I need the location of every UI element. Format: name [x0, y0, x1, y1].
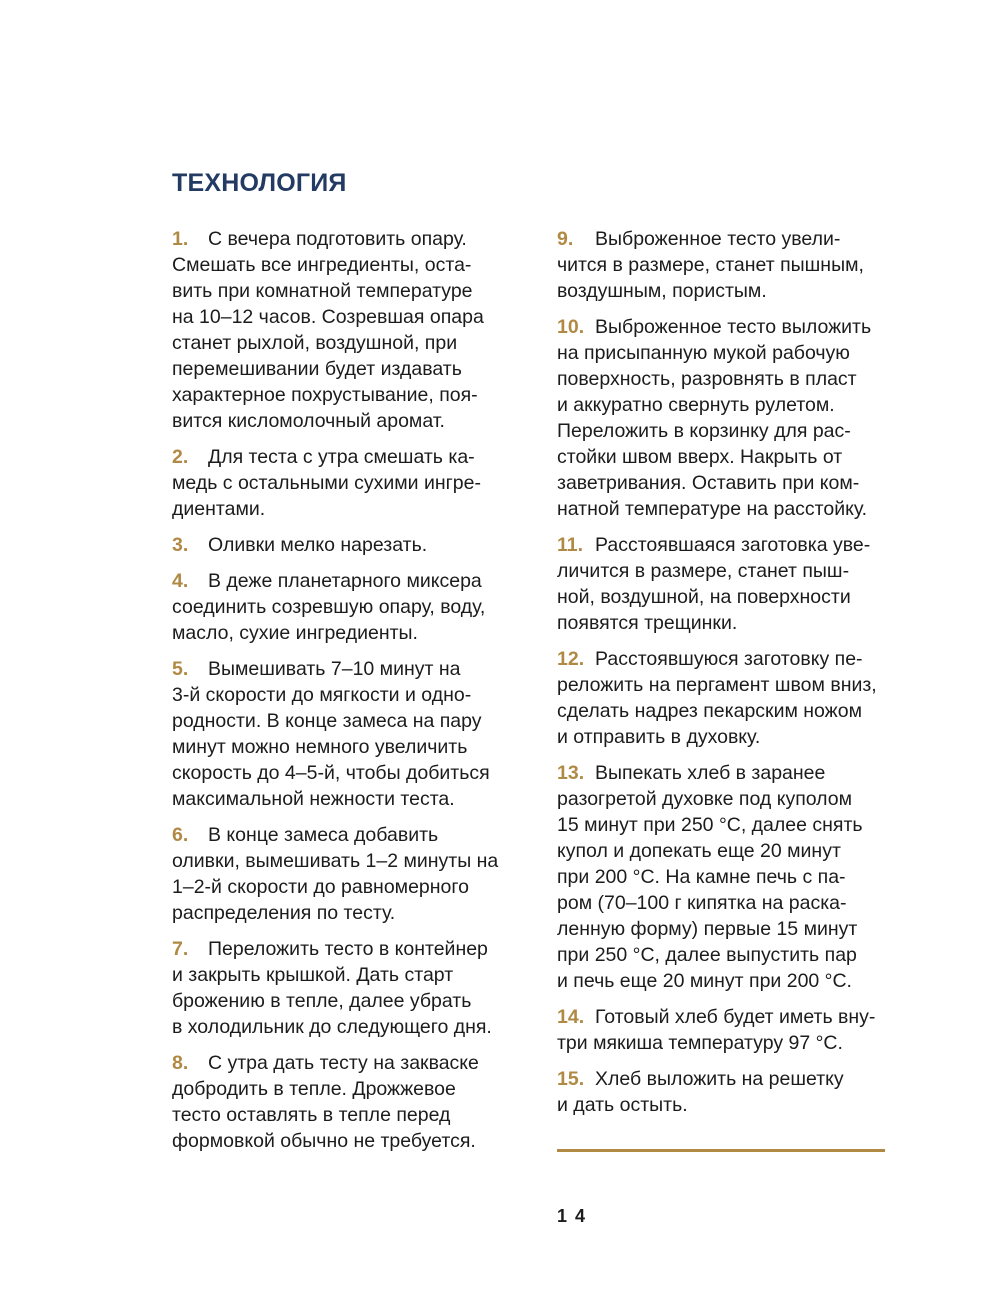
step-text: личится в размере, станет пыш-	[557, 560, 850, 582]
step-text: на 10–12 часов. Созревшая опара	[172, 306, 484, 328]
step-line	[172, 848, 517, 874]
step-text: станет рыхлой, воздушной, при	[172, 332, 458, 354]
step-line	[557, 942, 902, 968]
step-line	[557, 864, 902, 890]
step-item	[557, 1004, 902, 1056]
step-line	[557, 1066, 902, 1092]
step-text: медь с остальными сухими ингре-	[172, 472, 481, 494]
step-line	[172, 822, 517, 848]
step-text: Выпекать хлеб в заранее	[595, 762, 826, 784]
step-text: ленную форму) первые 15 минут	[557, 918, 858, 940]
step-line	[557, 1004, 902, 1030]
step-item	[172, 936, 517, 1040]
step-text: скорость до 4–5-й, чтобы добиться	[172, 762, 490, 784]
step-line	[172, 734, 517, 760]
step-number: 15.	[557, 1068, 585, 1090]
step-line	[172, 760, 517, 786]
step-line	[172, 962, 517, 988]
step-text: 3-й скорости до мягкости и одно-	[172, 684, 472, 706]
step-line	[172, 988, 517, 1014]
step-line	[172, 682, 517, 708]
step-text: в холодильник до следующего дня.	[172, 1016, 492, 1038]
step-number: 13.	[557, 762, 585, 784]
step-text: ной, воздушной, на поверхности	[557, 586, 851, 608]
step-text: на присыпанную мукой рабочую	[557, 342, 850, 364]
step-line	[557, 968, 902, 994]
step-line	[557, 812, 902, 838]
step-line	[557, 760, 902, 786]
step-text: формовкой обычно не требуется.	[172, 1130, 476, 1152]
step-text: В конце замеса добавить	[208, 824, 439, 846]
step-number: 6.	[172, 824, 189, 846]
step-text: оливки, вымешивать 1–2 минуты на	[172, 850, 499, 872]
step-number: 9.	[557, 228, 574, 250]
step-line	[172, 900, 517, 926]
section-divider	[557, 1149, 885, 1152]
step-text: Готовый хлеб будет иметь вну-	[595, 1006, 876, 1028]
step-line	[557, 314, 902, 340]
step-line	[557, 496, 902, 522]
step-line	[557, 558, 902, 584]
step-line	[172, 226, 517, 252]
step-text: соединить созревшую опару, воду,	[172, 596, 486, 618]
step-text: вить при комнатной температуре	[172, 280, 473, 302]
step-text: масло, сухие ингредиенты.	[172, 622, 418, 644]
step-line	[557, 366, 902, 392]
step-line	[172, 1076, 517, 1102]
step-line	[557, 672, 902, 698]
step-line	[557, 1092, 902, 1118]
step-line	[172, 408, 517, 434]
step-text: и печь еще 20 минут при 200 °С.	[557, 970, 852, 992]
step-text: воздушным, пористым.	[557, 280, 767, 302]
step-number: 5.	[172, 658, 189, 680]
step-text: Смешать все ингредиенты, оста-	[172, 254, 472, 276]
step-line	[557, 470, 902, 496]
step-line	[172, 874, 517, 900]
step-text: появятся трещинки.	[557, 612, 738, 634]
step-text: Расстоявшаяся заготовка уве-	[595, 534, 871, 556]
step-text: и отправить в духовку.	[557, 726, 761, 748]
step-line	[557, 1030, 902, 1056]
step-line	[557, 786, 902, 812]
step-number: 8.	[172, 1052, 189, 1074]
step-text: и аккуратно свернуть рулетом.	[557, 394, 835, 416]
step-text: тесто оставлять в тепле перед	[172, 1104, 451, 1126]
step-text: диентами.	[172, 498, 266, 520]
step-line	[557, 278, 902, 304]
step-line	[172, 496, 517, 522]
step-number: 10.	[557, 316, 585, 338]
step-line	[172, 252, 517, 278]
step-line	[172, 656, 517, 682]
step-line	[557, 252, 902, 278]
step-line	[172, 532, 517, 558]
step-item	[172, 532, 517, 558]
step-line	[557, 444, 902, 470]
step-text: В деже планетарного миксера	[208, 570, 482, 592]
step-number: 7.	[172, 938, 189, 960]
step-line	[557, 392, 902, 418]
step-line	[172, 470, 517, 496]
step-line	[172, 1050, 517, 1076]
step-text: реложить на пергамент швом вниз,	[557, 674, 877, 696]
step-line	[172, 356, 517, 382]
step-text: чится в размере, станет пышным,	[557, 254, 864, 276]
step-text: Переложить в корзинку для рас-	[557, 420, 851, 442]
step-line	[172, 708, 517, 734]
step-text: Расстоявшуюся заготовку пе-	[595, 648, 863, 670]
step-text: перемешивании будет издавать	[172, 358, 462, 380]
step-line	[557, 698, 902, 724]
step-number: 1.	[172, 228, 189, 250]
step-number: 3.	[172, 534, 189, 556]
step-line	[557, 532, 902, 558]
step-line	[172, 1102, 517, 1128]
section-title: ТЕХНОЛОГИЯ	[172, 169, 347, 197]
step-text: Переложить тесто в контейнер	[208, 938, 488, 960]
step-item	[172, 226, 517, 434]
step-item	[557, 646, 902, 750]
step-text: Хлеб выложить на решетку	[595, 1068, 844, 1090]
step-text: 1–2-й скорости до равномерного	[172, 876, 469, 898]
step-text: характерное похрустывание, поя-	[172, 384, 478, 406]
step-item	[557, 532, 902, 636]
step-number: 4.	[172, 570, 189, 592]
step-line	[172, 330, 517, 356]
step-text: натной температуре на расстойку.	[557, 498, 868, 520]
step-line	[557, 916, 902, 942]
step-text: три мякиша температуру 97 °С.	[557, 1032, 843, 1054]
step-text: распределения по тесту.	[172, 902, 396, 924]
step-line	[172, 936, 517, 962]
step-text: Для теста с утра смешать ка-	[208, 446, 475, 468]
step-text: сделать надрез пекарским ножом	[557, 700, 862, 722]
step-text: при 200 °С. На камне печь с па-	[557, 866, 846, 888]
step-number: 14.	[557, 1006, 585, 1028]
step-text: разогретой духовке под куполом	[557, 788, 853, 810]
steps-column-right	[557, 226, 902, 1128]
step-line	[557, 646, 902, 672]
step-line	[172, 382, 517, 408]
step-item	[557, 314, 902, 522]
step-item	[172, 656, 517, 812]
step-line	[172, 278, 517, 304]
step-text: при 250 °С, далее выпустить пар	[557, 944, 857, 966]
step-text: Оливки мелко нарезать.	[208, 534, 428, 556]
step-text: вится кисломолочный аромат.	[172, 410, 445, 432]
step-text: поверхность, разровнять в пласт	[557, 368, 857, 390]
step-line	[172, 594, 517, 620]
step-text: стойки швом вверх. Накрыть от	[557, 446, 843, 468]
step-item	[172, 822, 517, 926]
step-line	[557, 610, 902, 636]
step-text: купол и допекать еще 20 минут	[557, 840, 841, 862]
step-text: родности. В конце замеса на пару	[172, 710, 482, 732]
page-number: 14	[557, 1206, 594, 1226]
step-item	[557, 1066, 902, 1118]
step-item	[172, 1050, 517, 1154]
step-line	[557, 584, 902, 610]
step-text: минут можно немного увеличить	[172, 736, 468, 758]
step-line	[172, 786, 517, 812]
step-item	[172, 444, 517, 522]
step-text: и закрыть крышкой. Дать старт	[172, 964, 454, 986]
step-line	[172, 1128, 517, 1154]
step-text: брожению в тепле, далее убрать	[172, 990, 472, 1012]
step-text: С утра дать тесту на закваске	[208, 1052, 479, 1074]
step-line	[557, 226, 902, 252]
step-text: 15 минут при 250 °С, далее снять	[557, 814, 863, 836]
step-line	[172, 620, 517, 646]
step-number: 11.	[557, 534, 584, 556]
step-text: и дать остыть.	[557, 1094, 688, 1116]
step-line	[557, 890, 902, 916]
step-item	[557, 226, 902, 304]
step-text: Выброженное тесто выложить	[595, 316, 872, 338]
steps-column-left	[172, 226, 517, 1164]
step-line	[557, 340, 902, 366]
step-line	[172, 304, 517, 330]
step-text: ром (70–100 г кипятка на раска-	[557, 892, 847, 914]
step-text: максимальной нежности теста.	[172, 788, 455, 810]
step-text: Выброженное тесто увели-	[595, 228, 841, 250]
step-item	[557, 760, 902, 994]
step-line	[172, 568, 517, 594]
step-text: заветривания. Оставить при ком-	[557, 472, 860, 494]
step-line	[557, 724, 902, 750]
step-text: Вымешивать 7–10 минут на	[208, 658, 461, 680]
step-line	[172, 444, 517, 470]
step-text: С вечера подготовить опару.	[208, 228, 467, 250]
step-text: добродить в тепле. Дрожжевое	[172, 1078, 456, 1100]
step-line	[557, 418, 902, 444]
step-item	[172, 568, 517, 646]
step-line	[172, 1014, 517, 1040]
step-line	[557, 838, 902, 864]
step-number: 2.	[172, 446, 189, 468]
step-number: 12.	[557, 648, 585, 670]
